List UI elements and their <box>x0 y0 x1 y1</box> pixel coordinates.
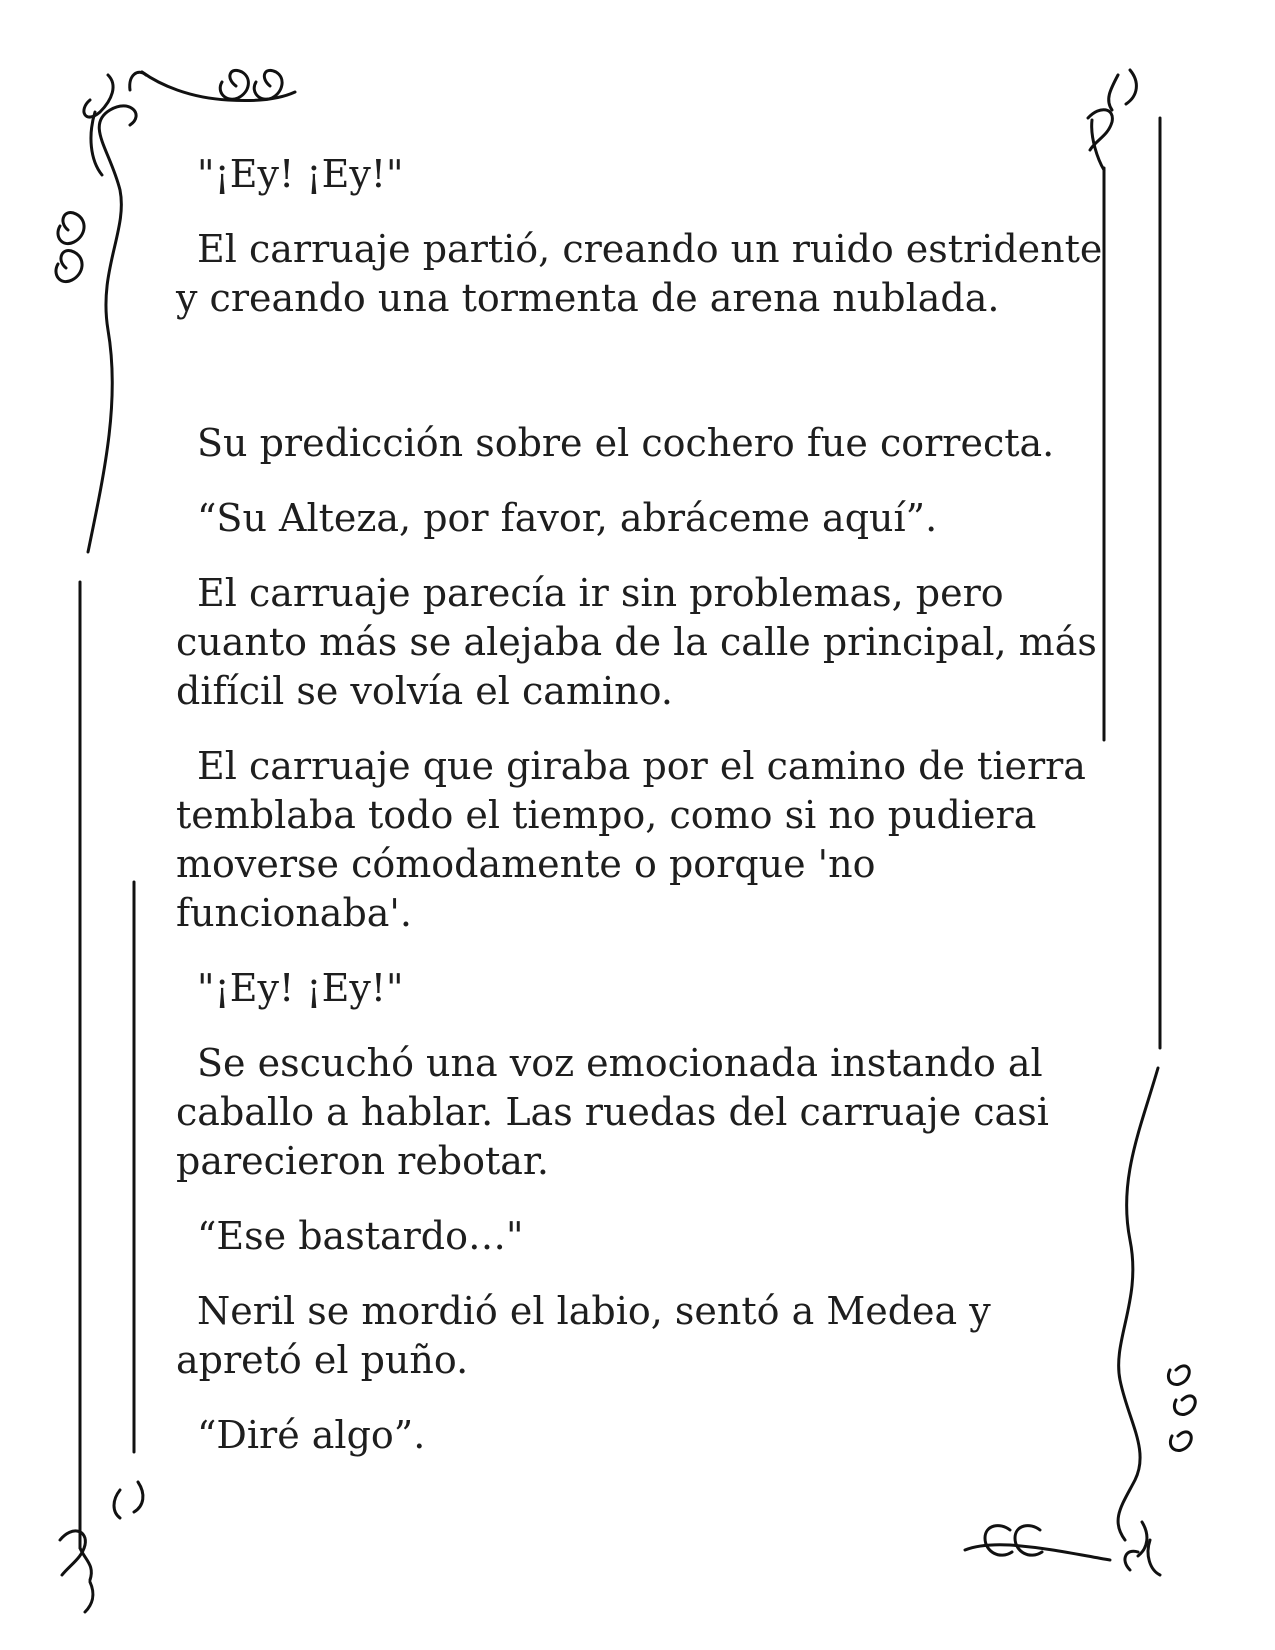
paragraph: Neril se mordió el labio, sentó a Medea y apretó el puño. <box>176 1289 991 1382</box>
paragraph: El carruaje que giraba por el camino de tierra temblaba todo el tiempo, como si no pudiera moverse cómodamente o porque 'no funcionaba'. <box>176 744 1086 935</box>
paragraph: "¡Ey! ¡Ey!" <box>197 966 404 1010</box>
paragraph: Se escuchó una voz emocionada instando al caballo a hablar. Las ruedas del carruaje casi parecieron rebotar. <box>176 1041 1049 1183</box>
paragraph: “Su Alteza, por favor, abráceme aquí”. <box>197 496 938 540</box>
left-vertical-rules <box>80 582 134 1548</box>
paragraph: El carruaje parecía ir sin problemas, pero cuanto más se alejaba de la calle principal, más difícil se volvía el camino. <box>176 571 1097 713</box>
paragraph: Su predicción sobre el cochero fue correcta. <box>197 421 1055 465</box>
story-text <box>176 150 1106 1486</box>
paragraph: "¡Ey! ¡Ey!" <box>197 152 404 196</box>
bottom-left-flourish <box>60 1482 143 1612</box>
paragraph: “Diré algo”. <box>197 1413 426 1457</box>
paragraph: “Ese bastardo…" <box>197 1214 524 1258</box>
paragraph: El carruaje partió, creando un ruido estridente y creando una tormenta de arena nublada. <box>176 227 1103 320</box>
paragraph-gap <box>176 349 1106 419</box>
